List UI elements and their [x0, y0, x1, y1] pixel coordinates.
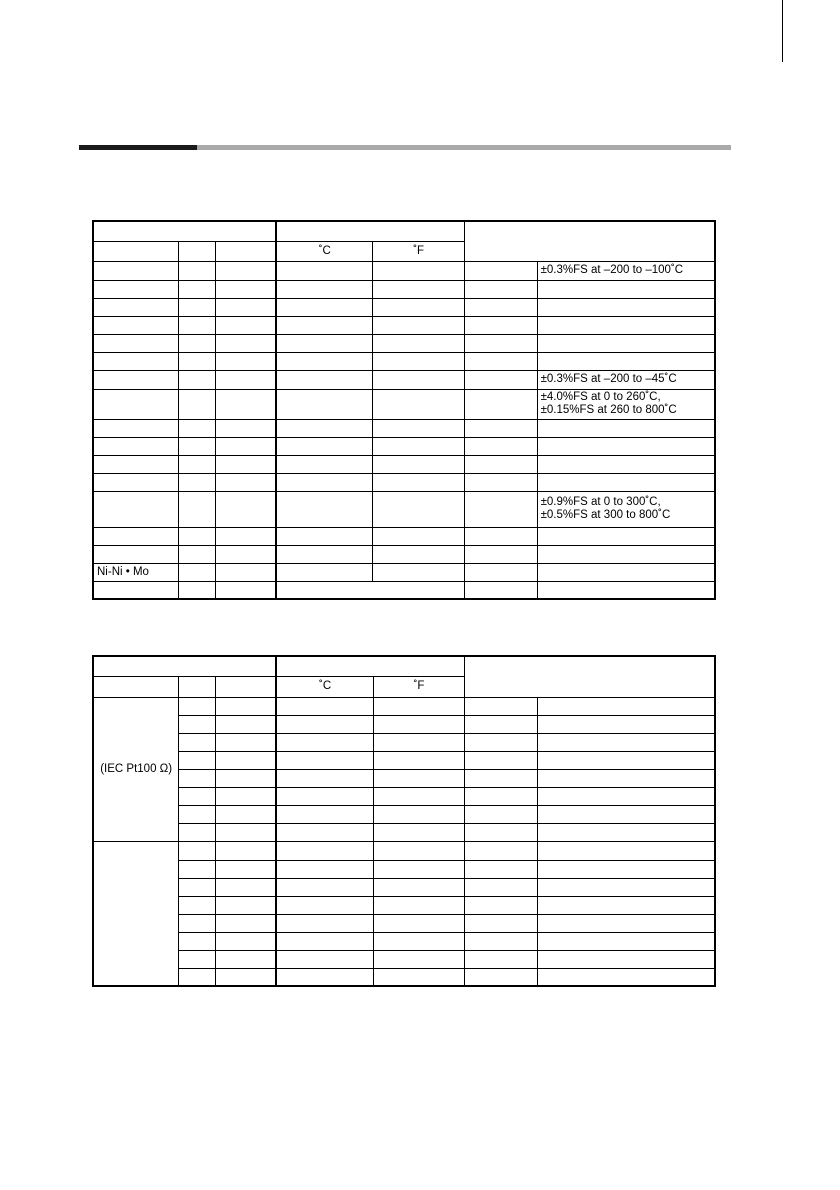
table-cell	[216, 787, 277, 805]
table-cell	[179, 805, 216, 823]
table-cell	[276, 932, 373, 950]
table-cell	[537, 581, 715, 599]
table-cell	[179, 261, 216, 280]
table-cell	[276, 697, 373, 715]
table-cell	[93, 352, 179, 370]
table-cell	[216, 491, 277, 527]
rtd-group-pt100: (IEC Pt100 Ω)	[93, 697, 179, 841]
table-cell	[216, 581, 277, 599]
table-cell	[465, 932, 538, 950]
table-cell	[464, 581, 537, 599]
table-cell	[276, 334, 373, 352]
table-cell	[216, 932, 277, 950]
table-cell	[93, 527, 179, 545]
table-cell	[93, 437, 179, 455]
table-cell	[276, 841, 373, 860]
table-row	[93, 769, 715, 787]
table-cell	[373, 352, 465, 370]
table-cell	[373, 787, 465, 805]
header-cell-input-type	[93, 221, 276, 241]
table-cell	[537, 563, 715, 581]
table-cell	[464, 352, 537, 370]
table-cell	[464, 316, 537, 334]
table-cell	[538, 751, 715, 769]
table-cell	[538, 950, 715, 968]
table-row	[93, 298, 715, 316]
note-line: ±4.0%FS at 0 to 260˚C,	[540, 391, 661, 403]
table-cell	[276, 563, 373, 581]
table-cell	[276, 389, 373, 419]
header-cell-accuracy	[464, 221, 715, 261]
table-cell	[538, 733, 715, 751]
table-cell	[373, 896, 465, 914]
table-cell	[465, 878, 538, 896]
table-cell	[373, 455, 465, 473]
table-cell	[537, 280, 715, 298]
table-cell	[373, 437, 465, 455]
table-cell: ±0.3%FS at –200 to –100˚C	[537, 261, 715, 280]
table-row	[93, 352, 715, 370]
table-cell	[179, 280, 216, 298]
table-cell	[373, 389, 465, 419]
table-cell	[537, 298, 715, 316]
table-cell	[538, 805, 715, 823]
table-cell	[276, 823, 373, 841]
table-cell	[373, 280, 465, 298]
table-row	[93, 491, 715, 527]
table-cell	[179, 581, 216, 599]
table-row	[93, 419, 715, 437]
table-cell	[216, 280, 277, 298]
table-cell	[465, 823, 538, 841]
table-cell	[93, 261, 179, 280]
table-cell	[179, 733, 216, 751]
table-cell	[179, 491, 216, 527]
table-row	[93, 787, 715, 805]
table-cell	[373, 491, 465, 527]
table-cell	[216, 298, 277, 316]
subheader-cell	[216, 676, 277, 697]
table-cell	[373, 370, 465, 389]
table-cell	[179, 697, 216, 715]
table-cell	[93, 370, 179, 389]
table-row	[93, 316, 715, 334]
table-cell	[216, 697, 277, 715]
table-cell	[93, 419, 179, 437]
table-cell	[93, 473, 179, 491]
table-cell	[216, 769, 277, 787]
table-cell	[537, 455, 715, 473]
table-cell	[276, 950, 373, 968]
table-cell	[538, 697, 715, 715]
table-cell	[537, 545, 715, 563]
table-cell	[464, 261, 537, 280]
table-cell	[93, 334, 179, 352]
table-cell	[373, 769, 465, 787]
table-row	[93, 473, 715, 491]
header-cell-range	[276, 656, 464, 676]
table-cell	[93, 581, 179, 599]
table-cell	[537, 419, 715, 437]
table-cell	[276, 437, 373, 455]
unit-fahrenheit: ˚F	[373, 241, 465, 261]
table-row	[93, 841, 715, 860]
table-cell	[216, 563, 277, 581]
table-cell	[373, 841, 465, 860]
table-cell	[464, 389, 537, 419]
table-cell	[373, 878, 465, 896]
table-cell	[464, 545, 537, 563]
table-cell	[179, 455, 216, 473]
thermocouple-range-table	[92, 220, 716, 600]
table-cell	[373, 316, 465, 334]
table-cell	[276, 860, 373, 878]
subheader-cell	[179, 676, 216, 697]
subheader-cell	[216, 241, 277, 261]
table-cell	[216, 733, 277, 751]
table-cell	[373, 697, 465, 715]
table-row	[93, 261, 715, 280]
table-row	[93, 805, 715, 823]
table-cell	[465, 841, 538, 860]
rtd-range-table	[92, 655, 716, 987]
table-cell	[93, 280, 179, 298]
table-cell	[373, 932, 465, 950]
table-cell	[464, 527, 537, 545]
table-cell	[538, 914, 715, 932]
table-cell	[93, 316, 179, 334]
table-cell	[93, 389, 179, 419]
table-cell	[216, 261, 277, 280]
table-cell	[179, 437, 216, 455]
table-row	[93, 733, 715, 751]
table-cell	[276, 370, 373, 389]
table-cell	[465, 968, 538, 986]
table-cell	[276, 751, 373, 769]
table-cell	[93, 455, 179, 473]
table-cell	[216, 545, 277, 563]
table-cell	[276, 805, 373, 823]
table-cell	[538, 841, 715, 860]
table-cell	[179, 473, 216, 491]
table-cell	[465, 860, 538, 878]
table-row	[93, 545, 715, 563]
table-cell	[373, 751, 465, 769]
table-cell	[373, 805, 465, 823]
table-row	[93, 455, 715, 473]
table-cell	[276, 316, 373, 334]
table-cell	[276, 419, 373, 437]
table-cell	[216, 896, 277, 914]
table-cell	[465, 715, 538, 733]
table-cell	[216, 527, 277, 545]
table-cell	[373, 298, 465, 316]
table-cell	[464, 473, 537, 491]
table-cell	[216, 419, 277, 437]
table-cell	[216, 370, 277, 389]
table-cell	[537, 334, 715, 352]
table-cell	[465, 751, 538, 769]
table-cell	[276, 352, 373, 370]
table-cell	[179, 545, 216, 563]
table-cell	[373, 733, 465, 751]
table-cell	[276, 473, 373, 491]
table-cell	[93, 491, 179, 527]
table-cell	[179, 878, 216, 896]
subheader-cell	[93, 676, 179, 697]
table-cell	[464, 334, 537, 352]
table-cell	[538, 769, 715, 787]
table-cell	[538, 968, 715, 986]
table-cell	[276, 733, 373, 751]
rtd-group-2	[93, 841, 179, 986]
table-cell	[216, 389, 277, 419]
table-cell	[179, 950, 216, 968]
table-row	[93, 370, 715, 389]
table-cell	[465, 769, 538, 787]
table-cell	[179, 751, 216, 769]
table-row	[93, 563, 715, 581]
table-cell	[538, 932, 715, 950]
table-cell	[373, 334, 465, 352]
table-cell	[179, 968, 216, 986]
header-cell-accuracy	[465, 656, 715, 697]
table-cell	[537, 473, 715, 491]
table-cell	[373, 715, 465, 733]
table-row	[93, 334, 715, 352]
table-cell	[537, 437, 715, 455]
table-cell	[179, 370, 216, 389]
header-cell-input-type	[93, 656, 276, 676]
table-cell	[464, 419, 537, 437]
table-cell	[93, 545, 179, 563]
table-cell	[464, 437, 537, 455]
table-cell	[537, 316, 715, 334]
table-cell	[464, 370, 537, 389]
table-cell	[276, 914, 373, 932]
table-cell	[537, 389, 715, 419]
subheader-cell	[179, 241, 216, 261]
subheader-cell	[93, 241, 179, 261]
table-row	[93, 860, 715, 878]
table-cell	[373, 914, 465, 932]
table-row	[93, 697, 715, 715]
table-cell	[465, 896, 538, 914]
table-cell	[464, 298, 537, 316]
table-cell	[216, 950, 277, 968]
table-cell	[179, 715, 216, 733]
table-cell	[538, 896, 715, 914]
unit-fahrenheit: ˚F	[373, 676, 465, 697]
table-cell	[93, 298, 179, 316]
note-line: ±0.9%FS at 0 to 300˚C,	[540, 496, 661, 508]
table-cell	[464, 455, 537, 473]
table-cell	[537, 491, 715, 527]
table-cell	[465, 787, 538, 805]
table-cell	[276, 787, 373, 805]
table-cell	[276, 896, 373, 914]
table-cell	[373, 545, 465, 563]
table-cell	[216, 751, 277, 769]
header-cell-range	[276, 221, 464, 241]
table-cell	[276, 581, 464, 599]
table-cell	[216, 805, 277, 823]
table-cell	[179, 563, 216, 581]
table-cell	[464, 491, 537, 527]
table-cell	[276, 715, 373, 733]
table-row	[93, 968, 715, 986]
table-cell	[373, 563, 465, 581]
table-cell	[373, 527, 465, 545]
table-cell	[179, 841, 216, 860]
section-header-bar-light	[197, 145, 731, 150]
table-row	[93, 932, 715, 950]
table-cell	[179, 334, 216, 352]
table-cell	[216, 473, 277, 491]
table-cell	[179, 896, 216, 914]
table-cell	[276, 545, 373, 563]
table-cell	[276, 968, 373, 986]
table-cell	[464, 280, 537, 298]
table-header-row	[93, 656, 715, 676]
unit-celsius: ˚C	[276, 676, 373, 697]
table-header-row	[93, 221, 715, 241]
table-cell	[179, 769, 216, 787]
table-cell	[179, 352, 216, 370]
table-cell	[538, 860, 715, 878]
table-cell	[216, 878, 277, 896]
table-row	[93, 437, 715, 455]
table-cell	[373, 968, 465, 986]
table-cell	[373, 860, 465, 878]
table-cell	[216, 841, 277, 860]
margin-line	[782, 0, 783, 62]
table-cell	[538, 715, 715, 733]
table-row	[93, 914, 715, 932]
table-cell	[179, 823, 216, 841]
table-row	[93, 896, 715, 914]
table-row	[93, 527, 715, 545]
table-cell	[276, 261, 373, 280]
table-cell	[537, 527, 715, 545]
table-cell	[373, 950, 465, 968]
table-cell	[373, 419, 465, 437]
note-line: ±0.5%FS at 300 to 800˚C	[540, 509, 671, 521]
table-cell	[216, 968, 277, 986]
section-header-bar-dark	[79, 145, 197, 150]
table-cell	[179, 298, 216, 316]
table-cell	[216, 334, 277, 352]
thermocouple-name-ni-ni-mo: Ni-Ni • Mo	[93, 563, 179, 581]
table-row	[93, 715, 715, 733]
unit-celsius: ˚C	[276, 241, 373, 261]
table-row	[93, 581, 715, 599]
table-cell	[538, 787, 715, 805]
table-cell	[276, 491, 373, 527]
table-cell	[465, 914, 538, 932]
table-cell	[216, 860, 277, 878]
table-cell	[179, 389, 216, 419]
table-cell	[179, 932, 216, 950]
table-cell	[216, 316, 277, 334]
table-row	[93, 751, 715, 769]
table-cell	[276, 527, 373, 545]
table-cell	[465, 697, 538, 715]
table-cell	[216, 715, 277, 733]
table-cell	[465, 805, 538, 823]
section-header-bar	[79, 145, 731, 150]
table-cell	[276, 280, 373, 298]
table-cell	[216, 437, 277, 455]
table-cell	[276, 769, 373, 787]
table-cell	[465, 733, 538, 751]
table-row	[93, 950, 715, 968]
table-cell	[216, 823, 277, 841]
table-cell	[179, 860, 216, 878]
table-cell	[276, 878, 373, 896]
table-cell	[276, 455, 373, 473]
table-cell	[179, 316, 216, 334]
table-cell	[464, 563, 537, 581]
table-cell	[537, 352, 715, 370]
table-cell	[538, 878, 715, 896]
table-cell	[179, 527, 216, 545]
table-cell	[179, 419, 216, 437]
table-cell	[373, 261, 465, 280]
table-cell	[216, 455, 277, 473]
table-cell: ±0.3%FS at –200 to –45˚C	[537, 370, 715, 389]
note-line: ±0.15%FS at 260 to 800˚C	[540, 404, 677, 416]
table-cell	[276, 298, 373, 316]
table-row	[93, 280, 715, 298]
table-cell	[216, 352, 277, 370]
table-cell	[373, 473, 465, 491]
table-row	[93, 389, 715, 419]
table-cell	[373, 823, 465, 841]
table-cell	[179, 914, 216, 932]
table-row	[93, 823, 715, 841]
table-row	[93, 878, 715, 896]
table-cell	[179, 787, 216, 805]
table-cell	[216, 914, 277, 932]
table-cell	[465, 950, 538, 968]
table-cell	[538, 823, 715, 841]
